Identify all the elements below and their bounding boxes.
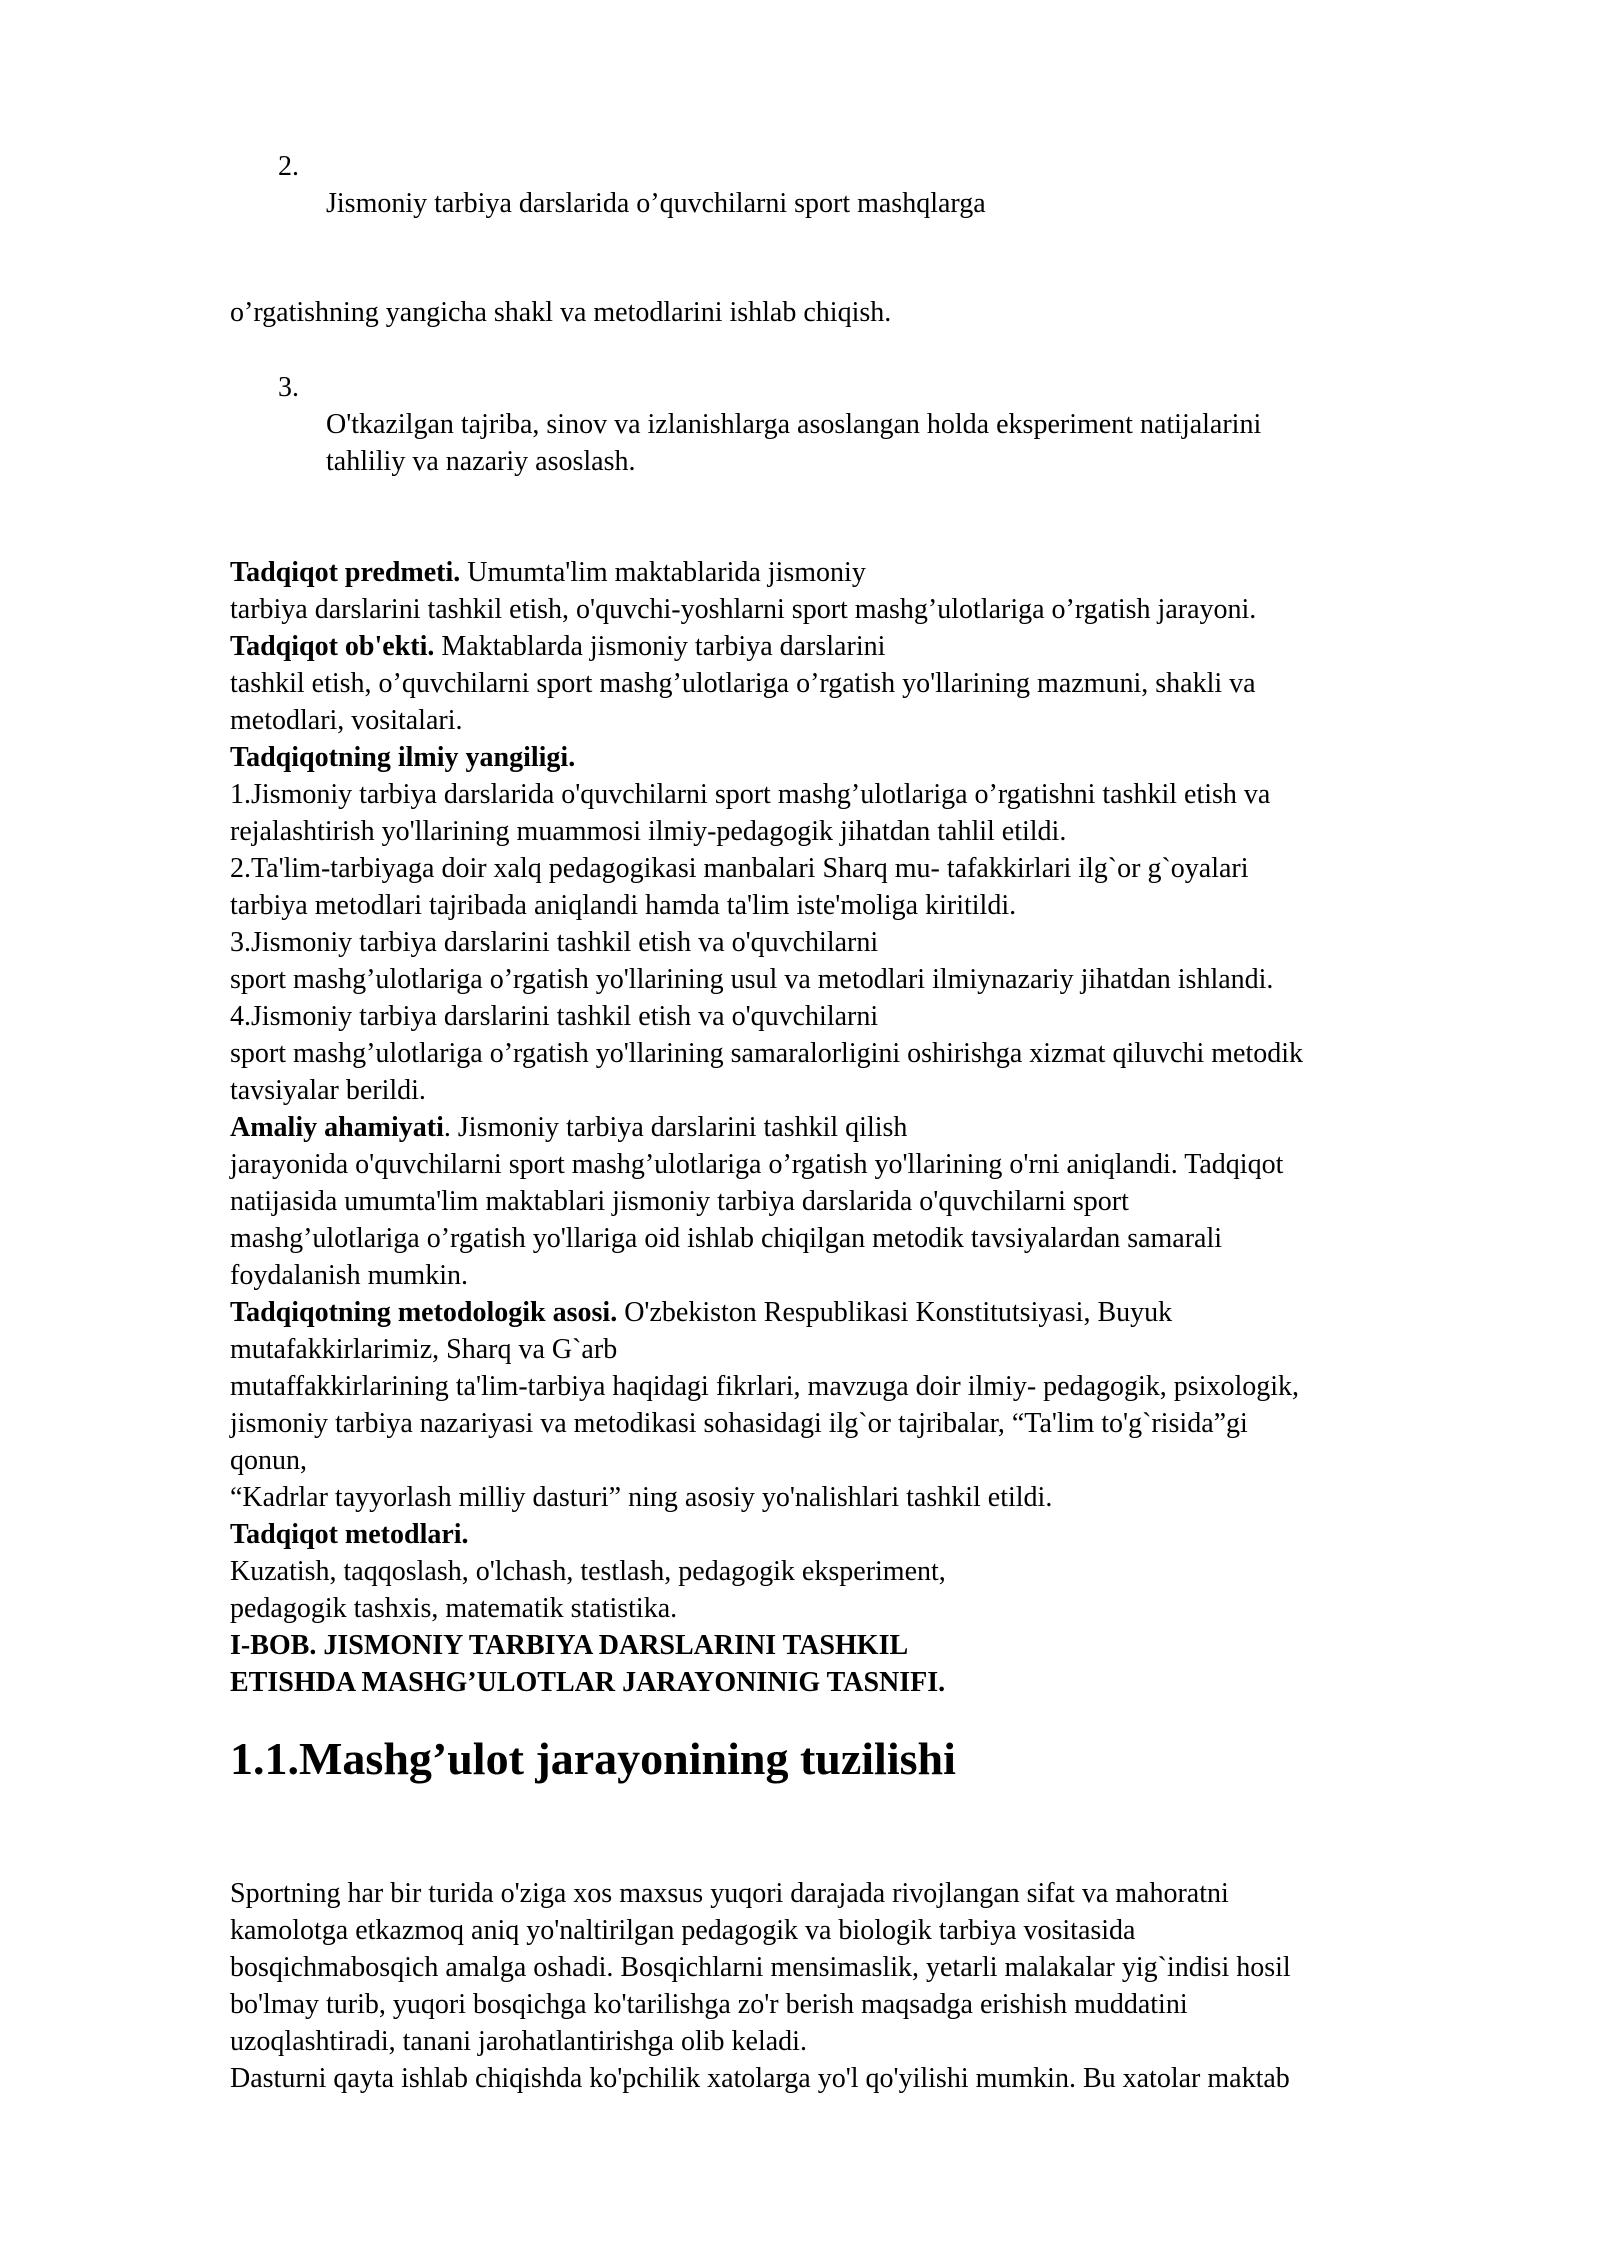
list-item-continuation: o’rgatishning yangicha shakl va metodlarini ishlab chiqish.: [230, 297, 892, 328]
object-paragraph: [230, 628, 1500, 665]
practical-line: mashg’ulotlariga o’rgatish yo'llariga oid ishlab chiqilgan metodik tavsiyalardan samarali: [230, 1223, 1223, 1254]
section-line: kamolotga etkazmoq aniq yo'naltirilgan pedagogik va biologik tarbiya vositasida: [230, 1915, 1136, 1946]
novelty-line: tarbiya metodlari tajribada aniqlandi hamda ta'lim iste'moliga kiritildi.: [230, 890, 1017, 921]
methods-heading: Tadqiqot metodlari.: [230, 1519, 469, 1550]
practical-line: natijasida umumta'lim maktablari jismoniy tarbiya darslarida o'quvchilarni sport: [230, 1186, 1129, 1217]
list-item-number: 3.: [278, 372, 299, 403]
methodology-line: qonun,: [230, 1445, 307, 1476]
methodology-line: mutafakkirlarimiz, Sharq va G`arb: [230, 1334, 618, 1365]
section-line: bosqichmabosqich amalga oshadi. Bosqichlarni mensimaslik, yetarli malakalar yig`indisi hosil: [230, 1952, 1291, 1983]
practical-paragraph: [230, 1109, 1500, 1146]
practical-text: . Jismoniy tarbiya darslarini tashkil qilish: [443, 1112, 908, 1143]
methods-line: Kuzatish, taqqoslash, o'lchash, testlash, pedagogik eksperiment,: [230, 1556, 946, 1587]
section-line: uzoqlashtiradi, tanani jarohatlantirishga olib keladi.: [230, 2026, 807, 2057]
subject-paragraph: [230, 554, 1500, 591]
object-text: metodlari, vositalari.: [230, 705, 463, 736]
methodology-paragraph: [230, 1294, 1500, 1331]
methods-line: pedagogik tashxis, matematik statistika.: [230, 1593, 678, 1624]
list-item-text: O'tkazilgan tajriba, sinov va izlanishlarga asoslangan holda eksperiment natijalarini: [326, 409, 1262, 440]
subject-text: Umumta'lim maktablarida jismoniy: [460, 557, 866, 588]
novelty-line: sport mashg’ulotlariga o’rgatish yo'llarining usul va metodlari ilmiynazariy jihatdan ishlandi.: [230, 964, 1274, 995]
section-title: 1.1.Mashg’ulot jarayonining tuzilishi: [230, 1733, 956, 1784]
object-text: tashkil etish, o’quvchilarni sport mashg’ulotlariga o’rgatish yo'llarining mazmuni, shakli va: [230, 668, 1256, 699]
novelty-heading: Tadqiqotning ilmiy yangiligi.: [230, 742, 576, 773]
novelty-line: rejalashtirish yo'llarining muammosi ilmiy-pedagogik jihatdan tahlil etildi.: [230, 816, 1067, 847]
methodology-label: Tadqiqotning metodologik asosi.: [230, 1297, 618, 1328]
chapter-title: ETISHDA MASHG’ULOTLAR JARAYONINIG TASNIFI.: [230, 1667, 946, 1698]
object-text: Maktablarda jismoniy tarbiya darslarini: [434, 631, 886, 662]
practical-line: jarayonida o'quvchilarni sport mashg’ulotlariga o’rgatish yo'llarining o'rni aniqlandi. Tadqiqot: [230, 1149, 1284, 1180]
section-line: Sportning har bir turida o'ziga xos maxsus yuqori darajada rivojlangan sifat va mahoratni: [230, 1878, 1229, 1909]
methodology-line: jismoniy tarbiya nazariyasi va metodikasi sohasidagi ilg`or tajribalar, “Ta'lim to'g`risida”gi: [230, 1408, 1248, 1439]
novelty-line: 4.Jismoniy tarbiya darslarini tashkil etish va o'quvchilarni: [230, 1001, 879, 1032]
subject-label: Tadqiqot predmeti.: [230, 557, 461, 588]
section-line: bo'lmay turib, yuqori bosqichga ko'tarilishga zo'r berish maqsadga erishish muddatini: [230, 1989, 1188, 2020]
novelty-line: 3.Jismoniy tarbiya darslarini tashkil etish va o'quvchilarni: [230, 927, 879, 958]
object-label: Tadqiqot ob'ekti.: [230, 631, 435, 662]
novelty-line: 1.Jismoniy tarbiya darslarida o'quvchilarni sport mashg’ulotlariga o’rgatishni tashkil etish va: [230, 779, 1271, 810]
document-page: [230, 148, 1500, 2097]
list-item-number: 2.: [278, 151, 299, 182]
list-item-text: Jismoniy tarbiya darslarida o’quvchilarni sport mashqlarga: [326, 188, 986, 219]
practical-label: Amaliy ahamiyati: [230, 1112, 444, 1143]
novelty-line: tavsiyalar berildi.: [230, 1075, 426, 1106]
practical-line: foydalanish mumkin.: [230, 1260, 468, 1291]
novelty-line: 2.Ta'lim-tarbiyaga doir xalq pedagogikasi manbalari Sharq mu- tafakkirlari ilg`or g`oyalari: [230, 853, 1249, 884]
methodology-text: O'zbekiston Respublikasi Konstitutsiyasi, Buyuk: [617, 1297, 1173, 1328]
methodology-line: “Kadrlar tayyorlash milliy dasturi” ning asosiy yo'nalishlari tashkil etildi.: [230, 1482, 1053, 1513]
novelty-line: sport mashg’ulotlariga o’rgatish yo'llarining samaralorligini oshirishga xizmat qiluvchi metodik: [230, 1038, 1303, 1069]
section-line: Dasturni qayta ishlab chiqishda ko'pchilik xatolarga yo'l qo'yilishi mumkin. Bu xatolar maktab: [230, 2063, 1290, 2094]
subject-text: tarbiya darslarini tashkil etish, o'quvchi-yoshlarni sport mashg’ulotlariga o’rgatish jarayoni.: [230, 594, 1257, 625]
chapter-title: I-BOB. JISMONIY TARBIYA DARSLARINI TASHKIL: [230, 1630, 909, 1661]
methodology-line: mutaffakkirlarining ta'lim-tarbiya haqidagi fikrlari, mavzuga doir ilmiy- pedagogik, psixologik,: [230, 1371, 1300, 1402]
list-item-text: tahliliy va nazariy asoslash.: [326, 446, 636, 477]
